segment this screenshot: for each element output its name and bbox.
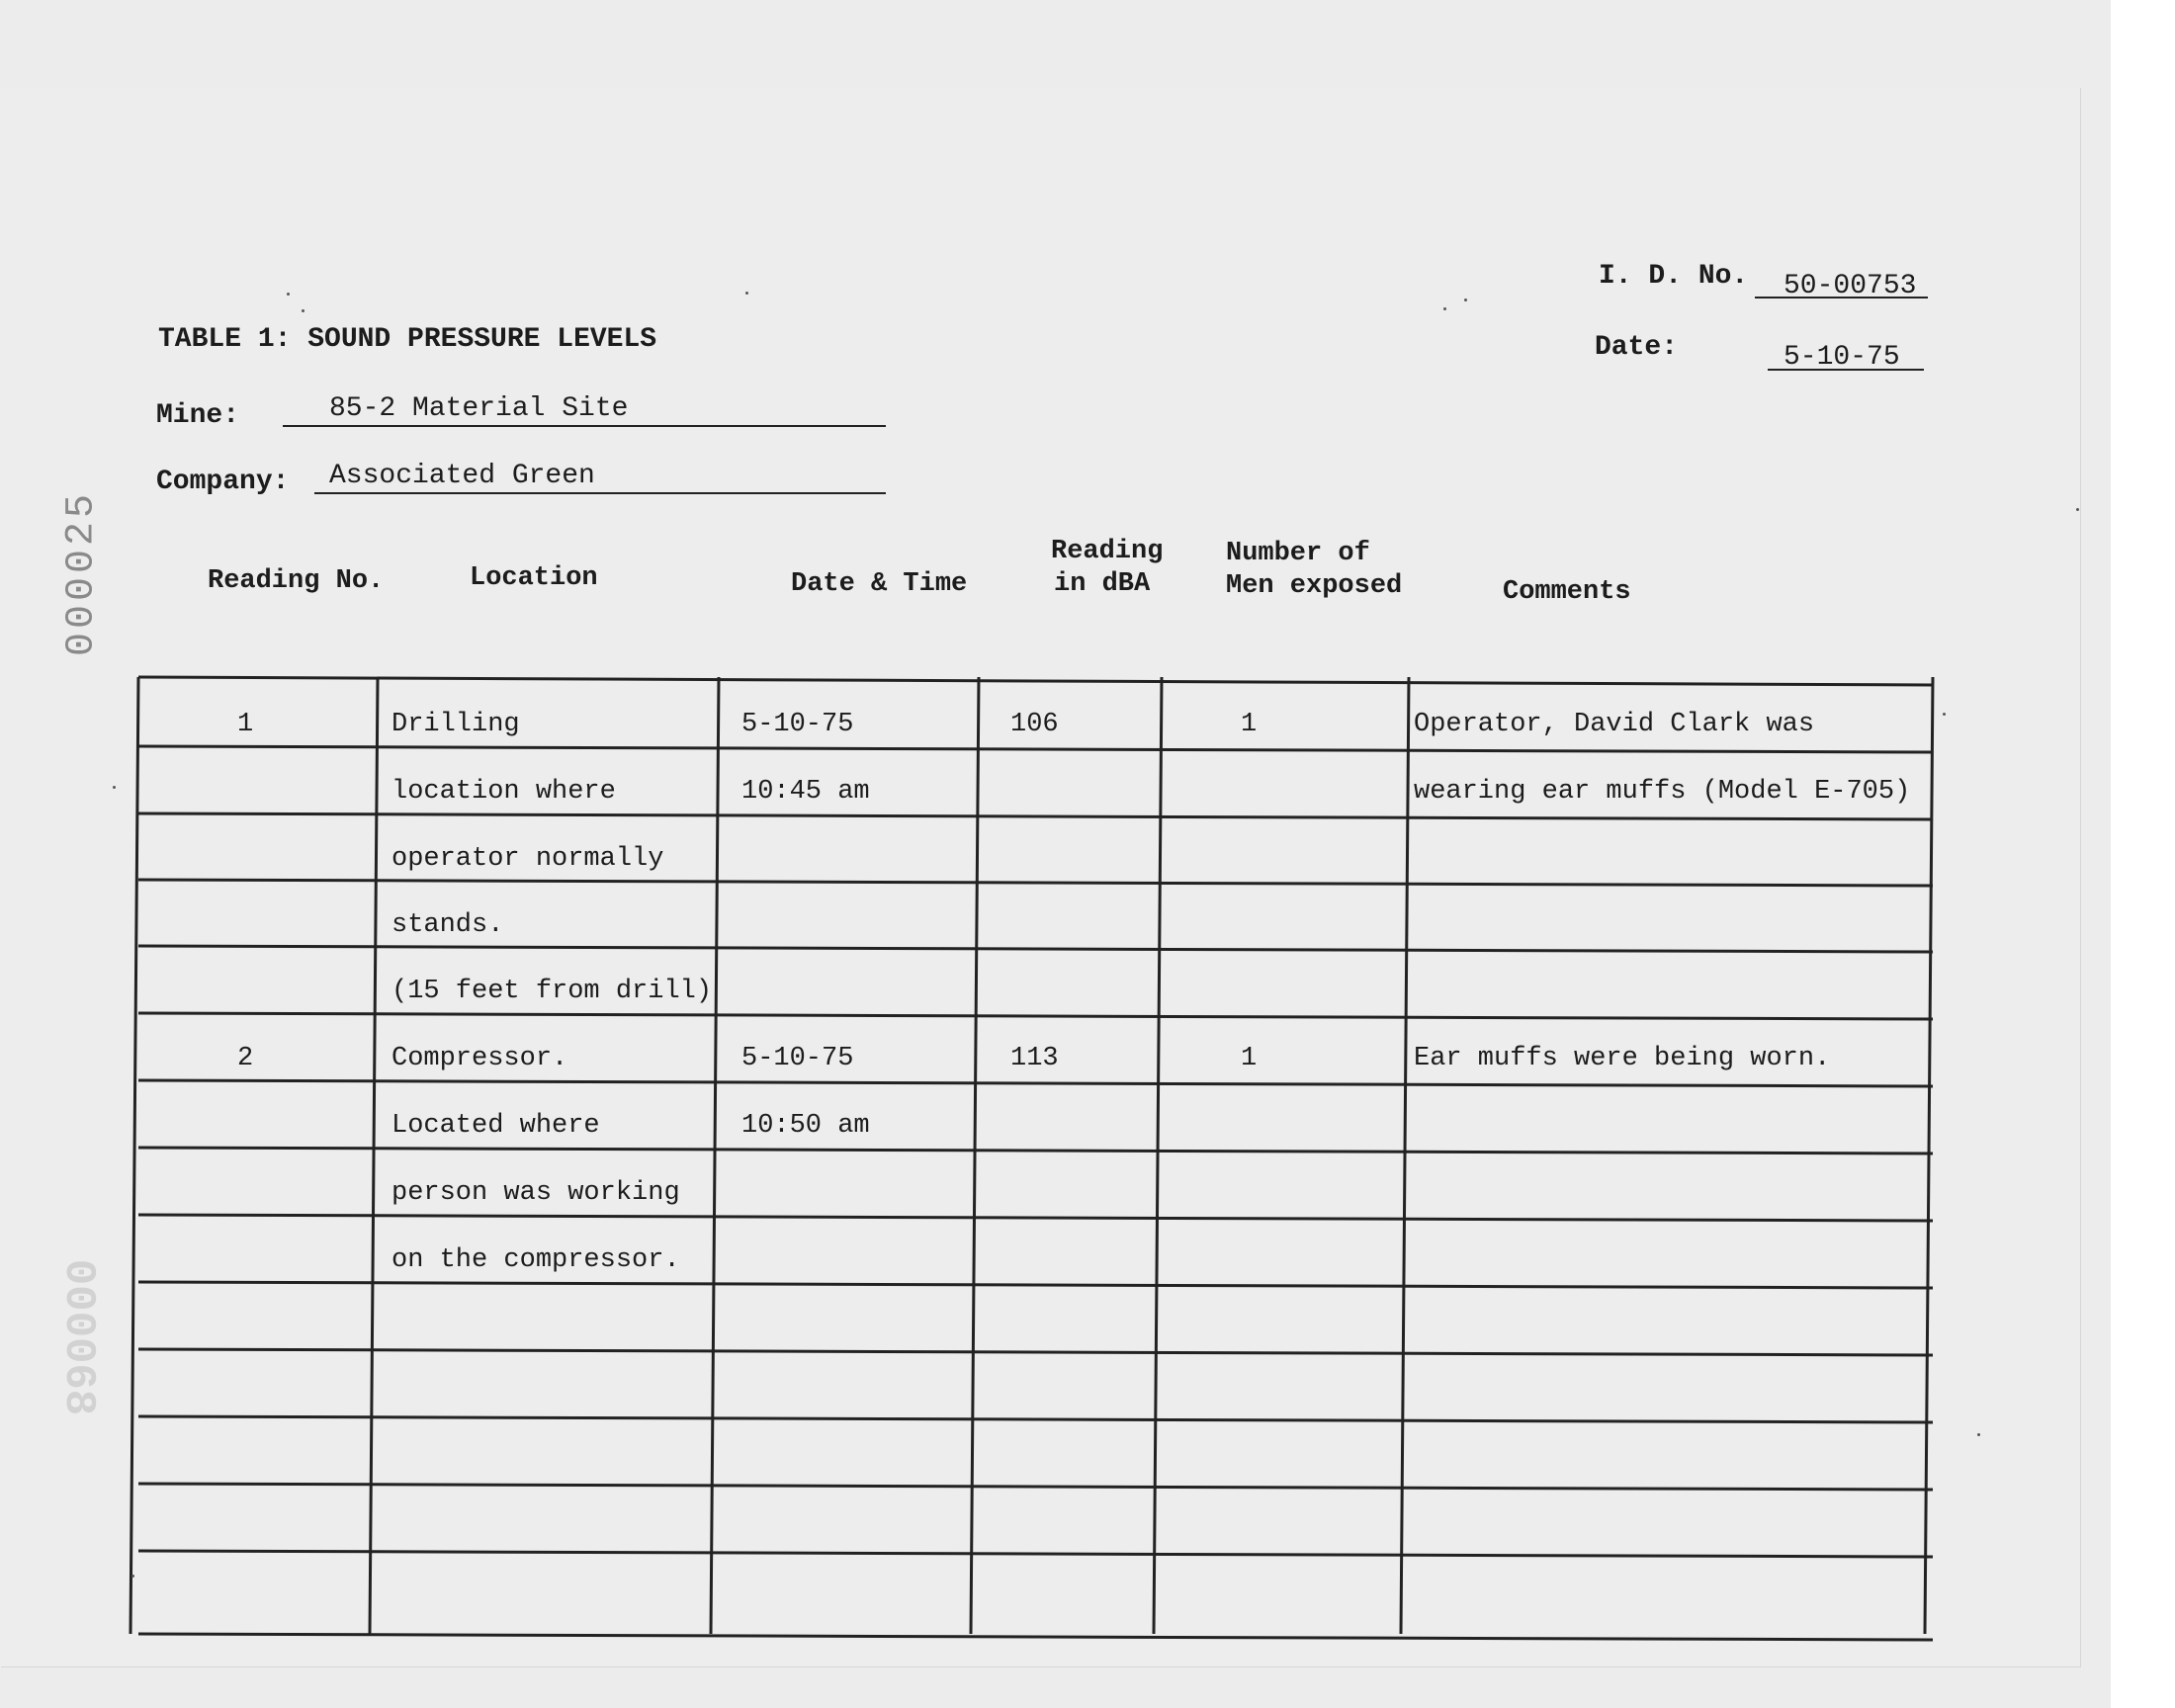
header-men-exposed-line1: Number of <box>1226 539 1370 568</box>
grid-line <box>138 1148 1933 1153</box>
grid-line <box>138 946 1933 952</box>
header-reading-dba-line1: Reading <box>1051 537 1164 566</box>
grid-line <box>138 1215 1933 1221</box>
scan-speck <box>1943 713 1946 716</box>
grid-line <box>711 677 719 1634</box>
mine-label: Mine: <box>156 400 240 431</box>
cell-reading-dba: 106 <box>1010 710 1059 739</box>
grid-line <box>138 1013 1933 1019</box>
cell-reading-dba: 113 <box>1010 1044 1059 1073</box>
grid-line <box>138 1080 1933 1086</box>
id-number-label: I. D. No. <box>1599 261 1749 292</box>
scan-speck <box>1977 1433 1980 1436</box>
grid-line <box>370 677 378 1634</box>
cell-date-time: 5-10-75 <box>741 710 854 739</box>
grid-line <box>138 1416 1933 1422</box>
grid-line <box>138 1551 1933 1557</box>
cell-location: stands. <box>392 910 504 940</box>
cell-location: location where <box>392 777 616 807</box>
grid-line <box>971 677 979 1634</box>
mine-value: 85-2 Material Site <box>329 393 629 424</box>
cell-comments: Ear muffs were being worn. <box>1414 1044 1831 1073</box>
cell-date-time: 10:45 am <box>741 777 870 807</box>
cell-reading-no: 2 <box>237 1044 254 1073</box>
cell-comments: wearing ear muffs (Model E-705) <box>1414 777 1911 807</box>
grid-line <box>130 677 138 1634</box>
scan-speck <box>2076 508 2079 511</box>
grid-line <box>138 813 1933 819</box>
grid-line <box>138 1634 1933 1640</box>
document-page <box>0 87 2080 1666</box>
bleed-through-stamp: 000068 <box>53 1258 103 1416</box>
company-label: Company: <box>156 467 290 497</box>
header-location: Location <box>470 563 598 593</box>
grid-line <box>138 677 1933 685</box>
table-title: TABLE 1: SOUND PRESSURE LEVELS <box>158 324 657 355</box>
scan-speck <box>1443 307 1446 310</box>
grid-line <box>138 880 1933 886</box>
date-label: Date: <box>1595 332 1679 363</box>
grid-line <box>138 746 1933 752</box>
cell-location: on the compressor. <box>392 1245 680 1275</box>
header-comments: Comments <box>1503 577 1631 607</box>
grid-line <box>138 1484 1933 1490</box>
header-date-time: Date & Time <box>791 569 968 599</box>
cell-location: Located where <box>392 1111 600 1141</box>
scan-speck <box>302 309 304 312</box>
cell-location: Compressor. <box>392 1044 568 1073</box>
company-value: Associated Green <box>329 461 595 491</box>
cell-location: operator normally <box>392 844 664 874</box>
table-grid-lines <box>0 87 2080 1666</box>
grid-line <box>138 1349 1933 1355</box>
scan-speck <box>287 293 290 296</box>
cell-men-exposed: 1 <box>1241 1044 1258 1073</box>
grid-line <box>138 1282 1933 1288</box>
cell-men-exposed: 1 <box>1241 710 1258 739</box>
id-number-value: 50-00753 <box>1784 271 1917 301</box>
cell-date-time: 5-10-75 <box>741 1044 854 1073</box>
cell-location: Drilling <box>392 710 520 739</box>
date-value: 5-10-75 <box>1784 342 1900 373</box>
cell-reading-no: 1 <box>237 710 254 739</box>
page-number-stamp: 000025 <box>59 489 105 657</box>
cell-comments: Operator, David Clark was <box>1414 710 1815 739</box>
grid-line <box>1154 677 1162 1634</box>
cell-location: person was working <box>392 1178 680 1208</box>
cell-date-time: 10:50 am <box>741 1111 870 1141</box>
scan-speck <box>745 292 748 295</box>
scan-speck <box>131 1575 134 1578</box>
cell-location: (15 feet from drill) <box>392 977 713 1006</box>
scan-speck <box>1464 299 1467 301</box>
grid-line <box>1401 677 1409 1634</box>
header-reading-no: Reading No. <box>208 566 385 596</box>
scan-speck <box>113 786 116 789</box>
header-reading-dba-line2: in dBA <box>1054 569 1151 599</box>
header-men-exposed-line2: Men exposed <box>1226 571 1403 601</box>
